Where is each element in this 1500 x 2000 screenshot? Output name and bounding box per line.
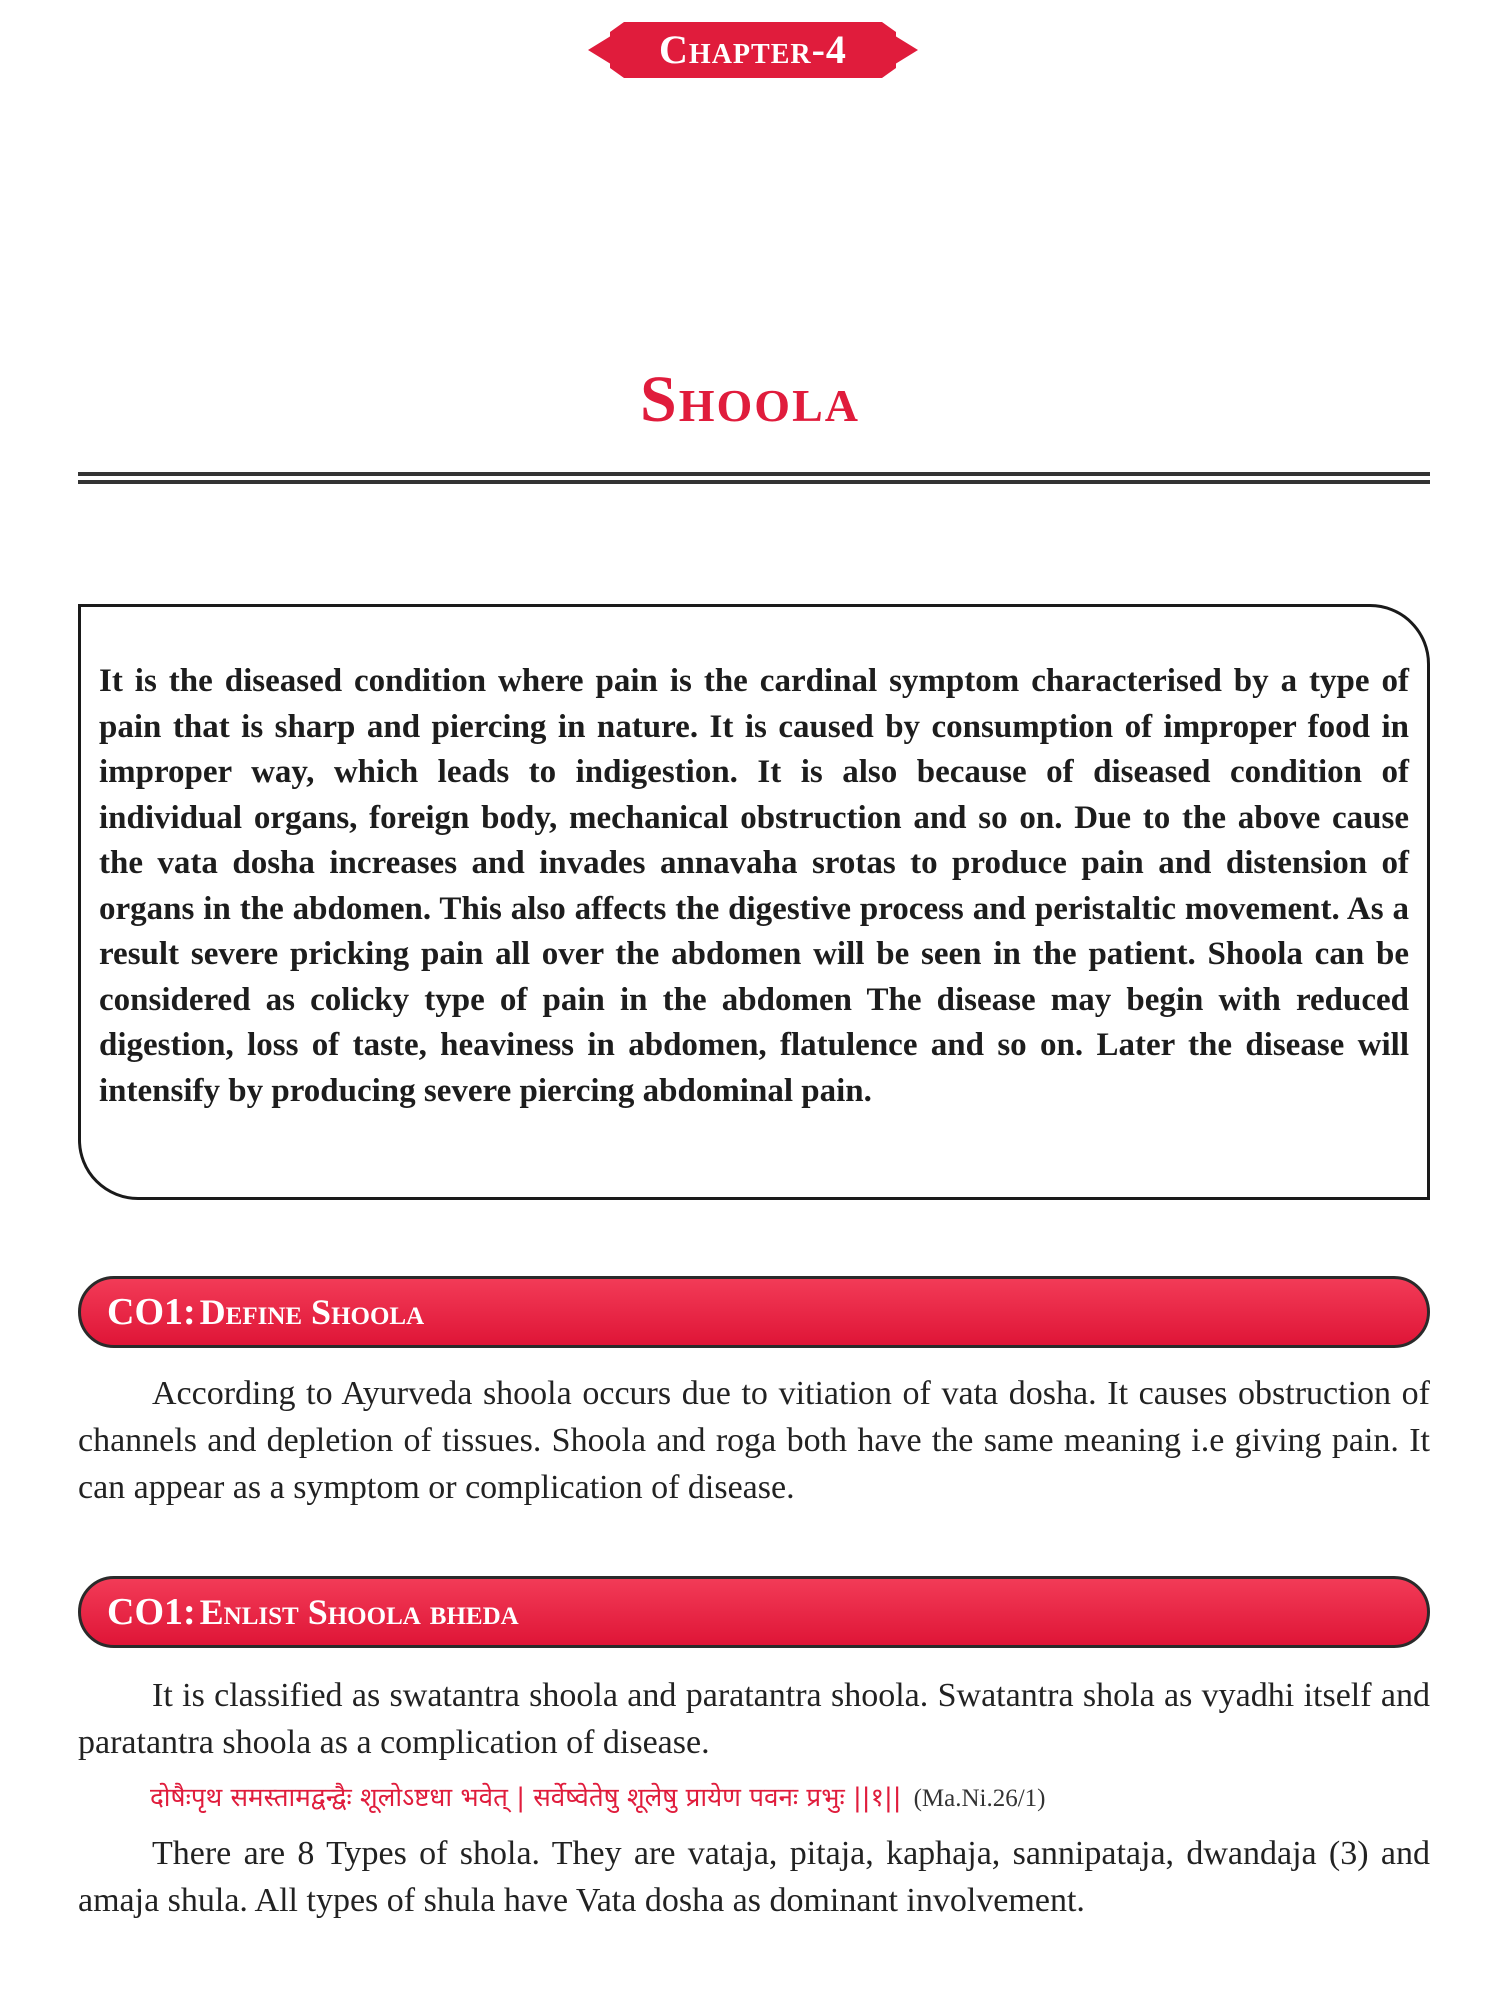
chapter-banner <box>588 22 918 78</box>
page-title: Shoola <box>640 363 860 436</box>
verse-reference: (Ma.Ni.26/1) <box>913 1785 1046 1812</box>
section-header-enlist-shoola-bheda <box>78 1576 1430 1648</box>
verse-text: दोषैःपृथ समस्तामद्वन्द्वैः शूलोऽष्टधा भवेत् | सर्वेष्वेतेषु शूलेषु प्रायेण पवनः प्रभुः ||१|| <box>150 1783 902 1813</box>
section-code: CO1: <box>107 1291 196 1333</box>
section-code: CO1: <box>107 1591 196 1633</box>
types-paragraph: There are 8 Types of shola. They are vataja, pitaja, kaphaja, sannipataja, dwandaja (3) and amaja shula. All types of shula have Vata dosha as dominant involvement. <box>78 1835 1430 1919</box>
define-shoola-paragraph: According to Ayurveda shoola occurs due to vitiation of vata dosha. It causes obstruction of channels and depletion of tissues. Shoola and roga both have the same meaning i.e giving pain. It can appear as a symptom or complication of disease. <box>78 1375 1430 1506</box>
summary-box <box>78 604 1430 1200</box>
summary-text: It is the diseased condition where pain is the cardinal symptom characterised by a type of pain that is sharp and piercing in nature. It is caused by consumption of improper food in improper way, which leads to indigestion. It is also because of diseased condition of individual organs, foreign body, mechanical obstruction and so on. Due to the above cause the vata dosha increases and invades annavaha srotas to produce pain and distension of organs in the abdomen. This also affects the digestive process and peristaltic movement. As a result severe pricking pain all over the abdomen will be seen in the patient. Shoola can be considered as colicky type of pain in the abdomen The disease may begin with reduced digestion, loss of taste, heaviness in abdomen, flatulence and so on. Later the disease will intensify by producing severe piercing abdominal pain. <box>99 663 1409 1109</box>
sanskrit-verse <box>150 1778 1430 1819</box>
title-divider <box>78 472 1430 484</box>
section-label: Define Shoola <box>199 1292 425 1332</box>
chapter-label: Chapter-4 <box>659 27 847 72</box>
section-header-define-shoola <box>78 1276 1430 1348</box>
classification-paragraph: It is classified as swatantra shoola and paratantra shoola. Swatantra shola as vyadhi itself and paratantra shoola as a complication of disease. <box>78 1677 1430 1761</box>
section-label: Enlist Shoola bheda <box>199 1592 519 1632</box>
